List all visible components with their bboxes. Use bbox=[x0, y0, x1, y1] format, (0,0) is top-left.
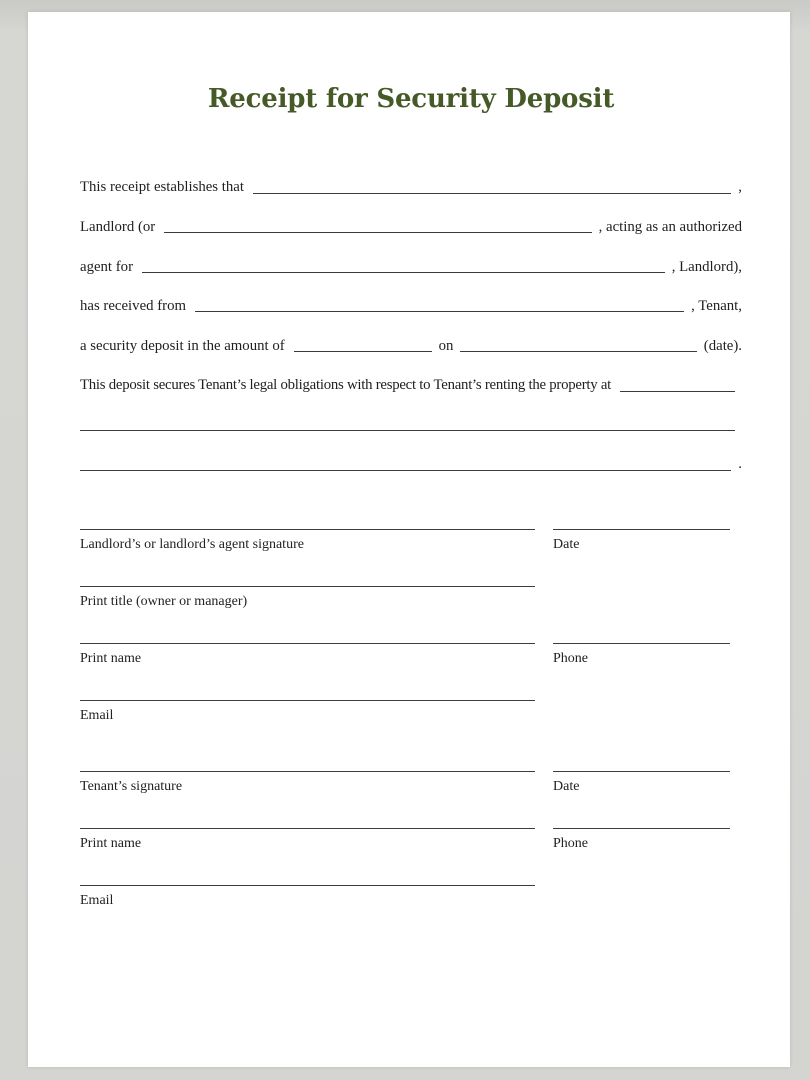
date-label-1: Date bbox=[553, 536, 580, 552]
field-date-2 bbox=[553, 771, 730, 828]
field-print-title bbox=[80, 586, 535, 643]
line-1-text: This receipt establishes that bbox=[80, 179, 244, 196]
document-page bbox=[28, 12, 790, 1067]
print-name-label-2: Print name bbox=[80, 835, 142, 851]
email-label-1: Email bbox=[80, 707, 114, 723]
email-label-2: Email bbox=[80, 892, 114, 908]
blank-principal-landlord-name[interactable] bbox=[142, 272, 665, 273]
field-print-name-2 bbox=[80, 828, 535, 885]
grid-spacer bbox=[553, 885, 730, 942]
blank-deposit-amount[interactable] bbox=[294, 351, 432, 352]
field-email-1 bbox=[80, 700, 535, 757]
grid-spacer bbox=[553, 586, 730, 643]
phone-label-2: Phone bbox=[553, 835, 588, 851]
grid-spacer bbox=[553, 700, 730, 757]
line-3-suffix: , Landlord), bbox=[671, 258, 742, 275]
line-6-text: This deposit secures Tenant’s legal obligations with respect to Tenant’s renting the property at bbox=[80, 377, 612, 394]
line-3-text: agent for bbox=[80, 258, 133, 275]
form-line-5 bbox=[80, 316, 742, 356]
form-line-4 bbox=[80, 277, 742, 317]
line-5-mid-text: on bbox=[438, 337, 454, 354]
blank-property-address-1[interactable] bbox=[620, 391, 735, 392]
document-title: Receipt for Security Deposit bbox=[207, 84, 615, 114]
line-4-suffix: , Tenant, bbox=[691, 298, 742, 315]
line-2-text: Landlord (or bbox=[80, 218, 156, 235]
landlord-signature-section bbox=[80, 529, 742, 757]
line-1-suffix: , bbox=[738, 179, 742, 196]
blank-agent-name[interactable] bbox=[164, 232, 591, 233]
blank-tenant-name[interactable] bbox=[195, 311, 684, 312]
form-line-6 bbox=[80, 356, 742, 396]
line-8-suffix: . bbox=[738, 456, 742, 473]
field-tenant-signature bbox=[80, 771, 535, 828]
landlord-signature-label: Landlord’s or landlord’s agent signature bbox=[80, 536, 304, 552]
blank-property-address-2[interactable] bbox=[80, 430, 735, 431]
field-phone-2 bbox=[553, 828, 730, 885]
line-4-text: has received from bbox=[80, 298, 186, 315]
print-title-label: Print title (owner or manager) bbox=[80, 593, 248, 609]
field-phone-1 bbox=[553, 643, 730, 700]
tenant-signature-label: Tenant’s signature bbox=[80, 778, 183, 794]
field-email-2 bbox=[80, 885, 535, 942]
date-label-2: Date bbox=[553, 778, 580, 794]
line-5-suffix: (date). bbox=[703, 337, 742, 354]
blank-deposit-date[interactable] bbox=[460, 351, 696, 352]
field-date-1 bbox=[553, 529, 730, 586]
form-line-3 bbox=[80, 237, 742, 277]
form-line-8 bbox=[80, 435, 742, 475]
form-line-7 bbox=[80, 396, 742, 436]
line-5-text: a security deposit in the amount of bbox=[80, 337, 285, 354]
form-line-1 bbox=[80, 158, 742, 198]
tenant-signature-section bbox=[80, 771, 742, 942]
form-paragraph bbox=[80, 158, 742, 475]
form-line-2 bbox=[80, 198, 742, 238]
phone-label-1: Phone bbox=[553, 650, 588, 666]
blank-landlord-name[interactable] bbox=[253, 193, 731, 194]
print-name-label-1: Print name bbox=[80, 650, 142, 666]
line-2-suffix: , acting as an authorized bbox=[598, 218, 742, 235]
blank-property-address-3[interactable] bbox=[80, 470, 731, 471]
field-print-name-1 bbox=[80, 643, 535, 700]
field-landlord-signature bbox=[80, 529, 535, 586]
